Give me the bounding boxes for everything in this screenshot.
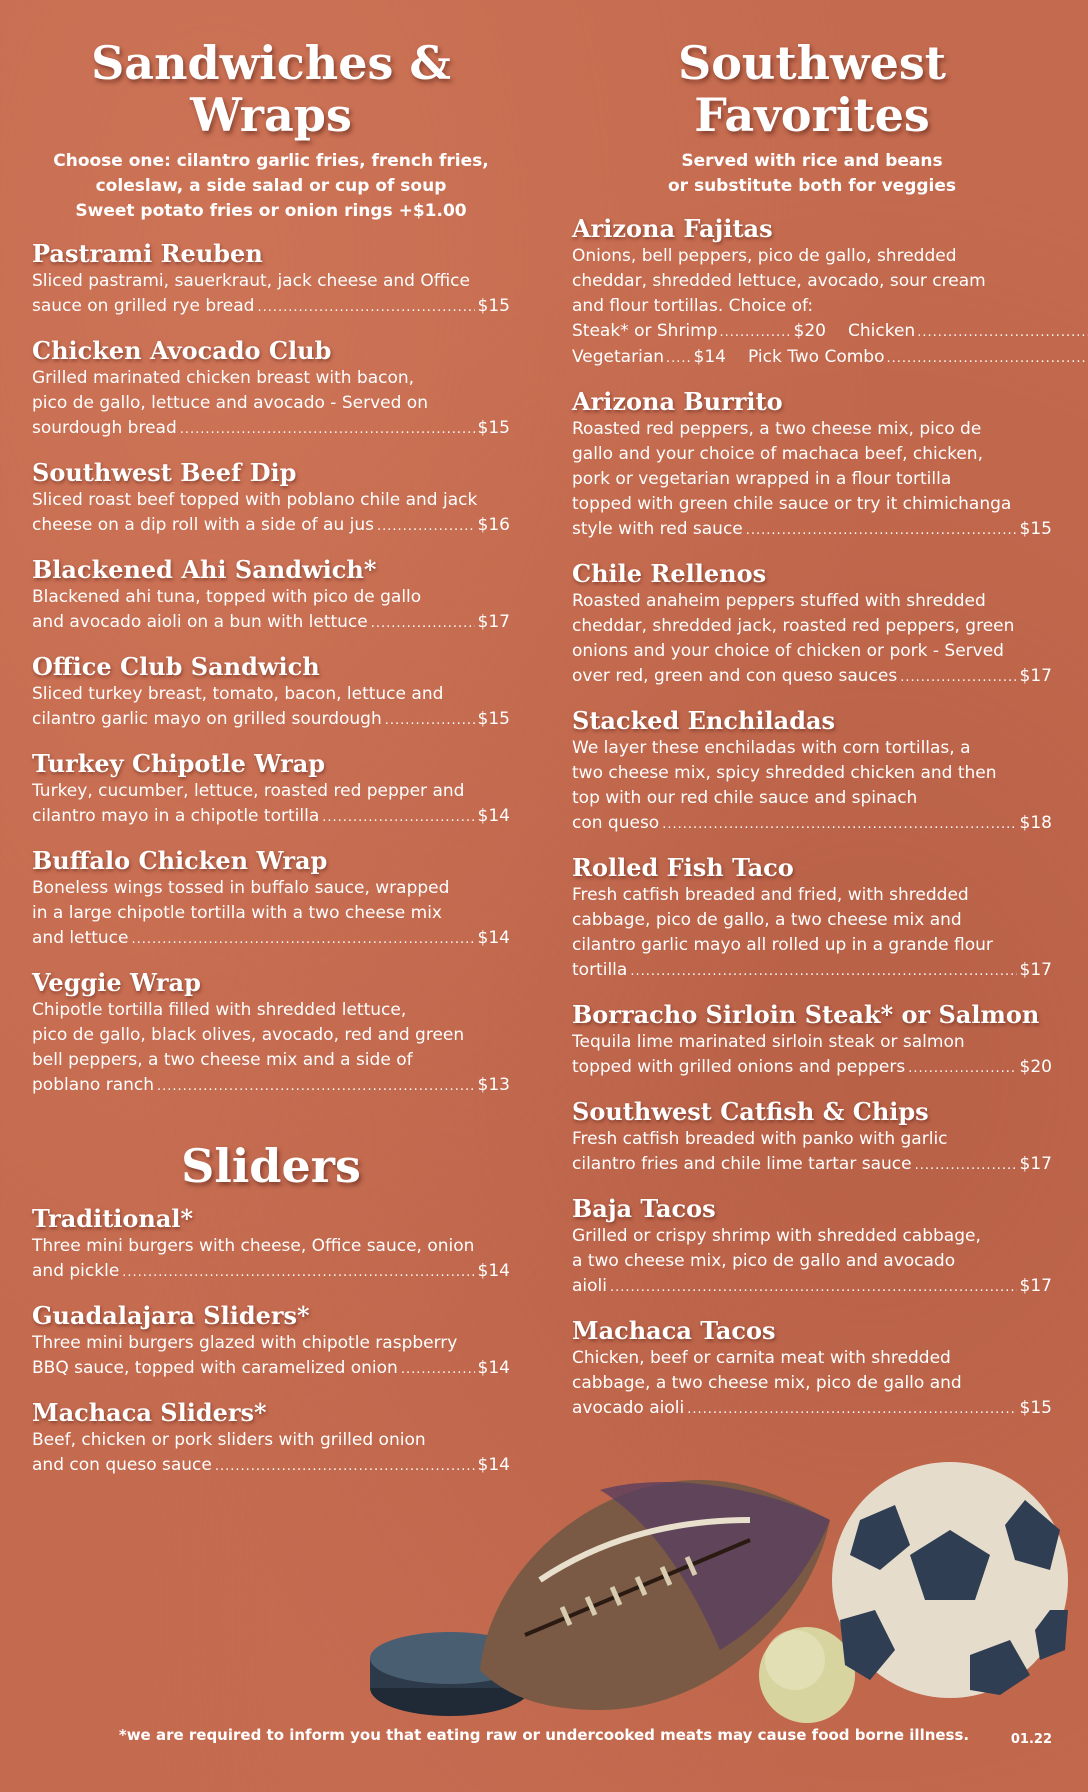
item-desc-line: Sliced roast beef topped with poblano chile and jack: [32, 490, 478, 511]
item-price: $14: [477, 1260, 510, 1281]
item-desc-line: pork or vegetarian wrapped in a flour tortilla: [572, 469, 952, 490]
item-price-line: [32, 1073, 510, 1099]
southwest-note: [572, 149, 1052, 199]
item-name: Chicken Avocado Club: [32, 336, 332, 366]
item-desc-line: Three mini burgers with cheese, Office sauce, onion: [32, 1235, 475, 1256]
item-desc-line: and avocado aioli on a bun with lettuce: [32, 612, 368, 633]
item-name: Guadalajara Sliders*: [32, 1300, 310, 1330]
item-price: $16: [477, 515, 510, 536]
menu-item-arizona-burrito: [572, 386, 1052, 543]
option-label: Vegetarian: [572, 347, 665, 368]
fajitas-option: [748, 345, 1088, 371]
item-name: Arizona Burrito: [572, 387, 783, 417]
item-desc-line: sourdough bread: [32, 418, 177, 439]
item-price-line: [32, 1259, 510, 1285]
item-desc-line: con queso: [572, 813, 660, 834]
item-price-line: [572, 1152, 1052, 1178]
item-price-line: [32, 610, 510, 636]
fajitas-price-row: [572, 345, 1052, 371]
item-name: Machaca Tacos: [572, 1316, 776, 1346]
item-price: $17: [1019, 960, 1052, 981]
menu-item-baja-tacos: [572, 1193, 1052, 1300]
menu-item-stacked-enchiladas: [572, 705, 1052, 837]
southwest-list: [572, 386, 1052, 1422]
item-desc-line: cheddar, shredded jack, roasted red peppers, green: [572, 616, 1015, 637]
soccer-ball-icon: [832, 1462, 1068, 1698]
sports-balls-illustration: [370, 1460, 1070, 1730]
item-desc-line: cilantro fries and chile lime tartar sauce: [572, 1154, 912, 1175]
item-desc-line: Onions, bell peppers, pico de gallo, shredded: [572, 246, 957, 267]
item-price: $15: [477, 296, 510, 317]
menu-item-rolled-fish-taco: [572, 852, 1052, 984]
item-desc-line: cabbage, a two cheese mix, pico de gallo and: [572, 1373, 962, 1394]
golf-ball-icon: [759, 1627, 855, 1723]
menu-item-chicken-avocado-club: [32, 335, 510, 442]
item-price: $17: [1019, 1154, 1052, 1175]
fajitas-option: [572, 319, 826, 345]
item-desc-line: and lettuce: [32, 928, 129, 949]
item-price-line: [32, 416, 510, 442]
item-price: $18: [1019, 813, 1052, 834]
item-price-line: [572, 1396, 1052, 1422]
item-desc-line: Roasted red peppers, a two cheese mix, pico de: [572, 419, 982, 440]
item-price: $17: [1019, 666, 1052, 687]
item-name: Southwest Catfish & Chips: [572, 1097, 929, 1127]
item-price-line: [32, 513, 510, 539]
menu-item-office-club-sandwich: [32, 651, 510, 733]
item-price: $14: [477, 1357, 510, 1378]
item-price: $20: [1019, 1057, 1052, 1078]
item-name: Machaca Sliders*: [32, 1397, 267, 1427]
item-desc-line: Fresh catfish breaded and fried, with shredded: [572, 885, 969, 906]
menu-item-chile-rellenos: [572, 558, 1052, 690]
item-desc-line: two cheese mix, spicy shredded chicken and then: [572, 763, 997, 784]
item-desc-line: and pickle: [32, 1260, 120, 1281]
item-desc-line: Blackened ahi tuna, topped with pico de gallo: [32, 587, 422, 608]
item-desc-line: Turkey, cucumber, lettuce, roasted red pepper and: [32, 781, 465, 802]
item-name: Arizona Fajitas: [572, 214, 773, 244]
item-name: Blackened Ahi Sandwich*: [32, 555, 377, 585]
item-price-line: [32, 926, 510, 952]
item-price: $15: [1019, 1398, 1052, 1419]
item-price: $15: [477, 418, 510, 439]
sandwiches-list: [32, 238, 510, 1099]
item-desc-line: cilantro mayo in a chipotle tortilla: [32, 806, 320, 827]
menu-item-arizona-fajitas: [572, 213, 1052, 371]
item-desc-line: sauce on grilled rye bread: [32, 296, 255, 317]
item-desc-line: pico de gallo, black olives, avocado, red and green: [32, 1025, 465, 1046]
item-desc-line: cilantro garlic mayo on grilled sourdough: [32, 709, 382, 730]
section-title-sandwiches: [32, 38, 510, 141]
item-price: $15: [477, 709, 510, 730]
item-desc-line: and flour tortillas. Choice of:: [572, 296, 814, 317]
item-name: Buffalo Chicken Wrap: [32, 846, 328, 876]
item-price: $14: [477, 1454, 510, 1475]
item-desc-line: cheese on a dip roll with a side of au jus: [32, 515, 375, 536]
item-desc-line: a two cheese mix, pico de gallo and avocado: [572, 1251, 956, 1272]
item-desc-line: cheddar, shredded lettuce, avocado, sour cream: [572, 271, 986, 292]
item-name: Borracho Sirloin Steak* or Salmon: [572, 1000, 1040, 1030]
item-desc-line: avocado aioli: [572, 1398, 685, 1419]
item-desc-line: top with our red chile sauce and spinach: [572, 788, 918, 809]
item-desc-line: Grilled or crispy shrimp with shredded cabbage,: [572, 1226, 981, 1247]
item-price: $17: [1019, 1276, 1052, 1297]
item-desc-line: style with red sauce: [572, 519, 743, 540]
item-desc-line: poblano ranch: [32, 1075, 155, 1096]
fajitas-option: [572, 345, 726, 371]
option-price: $14: [693, 347, 726, 368]
menu-item-buffalo-chicken-wrap: [32, 845, 510, 952]
item-desc-line: Tequila lime marinated sirloin steak or salmon: [572, 1032, 965, 1053]
menu-version-code: 01.22: [1010, 1732, 1052, 1747]
item-name: Rolled Fish Taco: [572, 853, 794, 883]
menu-item-machaca-tacos: [572, 1315, 1052, 1422]
menu-item-pastrami-reuben: [32, 238, 510, 320]
item-price-line: [572, 958, 1052, 984]
section-title-sliders: Sliders: [181, 1139, 361, 1194]
menu-item-southwest-beef-dip: [32, 457, 510, 539]
item-price: $14: [477, 928, 510, 949]
item-desc-line: bell peppers, a two cheese mix and a side of: [32, 1050, 413, 1071]
item-desc-line: cilantro garlic mayo all rolled up in a grande flour: [572, 935, 993, 956]
item-name: Pastrami Reuben: [32, 239, 263, 269]
item-price-line: [572, 811, 1052, 837]
item-desc-line: onions and your choice of chicken or pork - Served: [572, 641, 1004, 662]
item-desc-line: topped with grilled onions and peppers: [572, 1057, 906, 1078]
note-line: coleslaw, a side salad or cup of soup: [95, 176, 447, 197]
option-label: Steak* or Shrimp: [572, 321, 718, 342]
section-title-southwest: Southwest Favorites: [677, 36, 947, 142]
item-price-line: [572, 517, 1052, 543]
item-desc-line: We layer these enchiladas with corn tortillas, a: [572, 738, 971, 759]
item-name: Veggie Wrap: [32, 968, 201, 998]
item-price: $17: [477, 612, 510, 633]
item-desc-line: in a large chipotle tortilla with a two cheese mix: [32, 903, 442, 924]
sandwiches-note: [32, 149, 510, 224]
note-line: Choose one: cilantro garlic fries, french fries,: [53, 151, 489, 172]
item-desc-line: Sliced pastrami, sauerkraut, jack cheese and Office: [32, 271, 470, 292]
item-price-line: [32, 294, 510, 320]
item-desc-line: Three mini burgers glazed with chipotle raspberry: [32, 1332, 458, 1353]
item-desc-line: cabbage, pico de gallo, a two cheese mix and: [572, 910, 962, 931]
item-desc-line: Grilled marinated chicken breast with bacon,: [32, 368, 415, 389]
item-price-line: [572, 664, 1052, 690]
option-label: Chicken: [848, 321, 916, 342]
note-line: Sweet potato fries or onion rings +$1.00: [75, 201, 467, 222]
menu-item-borracho-sirloin-steak-or-salmon: [572, 999, 1052, 1081]
item-desc-line: Chipotle tortilla filled with shredded lettuce,: [32, 1000, 407, 1021]
item-desc-line: gallo and your choice of machaca beef, chicken,: [572, 444, 983, 465]
item-price-line: [32, 707, 510, 733]
item-price: $14: [477, 806, 510, 827]
item-name: Baja Tacos: [572, 1194, 716, 1224]
option-label: Pick Two Combo: [748, 347, 885, 368]
fajitas-price-row: [572, 319, 1052, 345]
item-desc-line: Sliced turkey breast, tomato, bacon, lettuce and: [32, 684, 444, 705]
menu-item-traditional: [32, 1203, 510, 1285]
menu-item-turkey-chipotle-wrap: [32, 748, 510, 830]
menu-item-southwest-catfish-chips: [572, 1096, 1052, 1178]
item-desc-line: over red, green and con queso sauces: [572, 666, 898, 687]
item-name: Traditional*: [32, 1203, 194, 1233]
item-price-line: [32, 1356, 510, 1382]
note-line: or substitute both for veggies: [667, 176, 957, 197]
item-name: Chile Rellenos: [572, 559, 767, 589]
item-desc-line: Boneless wings tossed in buffalo sauce, wrapped: [32, 878, 450, 899]
note-line: Served with rice and beans: [681, 151, 943, 172]
item-desc-line: BBQ sauce, topped with caramelized onion: [32, 1357, 398, 1378]
item-desc-line: and con queso sauce: [32, 1454, 212, 1475]
item-desc-line: aioli: [572, 1276, 607, 1297]
option-price: $20: [793, 321, 826, 342]
left-column: [32, 0, 510, 1494]
fajitas-option: [848, 319, 1088, 345]
item-price-line: [572, 1274, 1052, 1300]
menu-item-blackened-ahi-sandwich: [32, 554, 510, 636]
item-name: Stacked Enchiladas: [572, 706, 836, 736]
food-safety-disclaimer: *we are required to inform you that eating raw or undercooked meats may cause food borne illness.: [118, 1726, 970, 1744]
item-desc-line: Beef, chicken or pork sliders with grilled onion: [32, 1429, 426, 1450]
menu-item-veggie-wrap: [32, 967, 510, 1099]
section-title-text: Wraps: [190, 87, 352, 142]
item-desc-line: Fresh catfish breaded with panko with garlic: [572, 1129, 948, 1150]
item-name: Turkey Chipotle Wrap: [32, 749, 326, 779]
item-desc-line: Chicken, beef or carnita meat with shredded: [572, 1348, 951, 1369]
section-title-text: Sandwiches &: [91, 36, 451, 90]
item-price-line: [572, 1055, 1052, 1081]
item-price-line: [32, 804, 510, 830]
item-price: $15: [1019, 519, 1052, 540]
right-column: [572, 0, 1052, 1437]
item-desc-line: tortilla: [572, 960, 628, 981]
item-name: Southwest Beef Dip: [32, 458, 297, 488]
item-price: $13: [477, 1075, 510, 1096]
menu-item-guadalajara-sliders: [32, 1300, 510, 1382]
sliders-list: [32, 1203, 510, 1479]
item-desc-line: topped with green chile sauce or try it chimichanga: [572, 494, 1012, 515]
item-desc-line: Roasted anaheim peppers stuffed with shredded: [572, 591, 986, 612]
item-desc-line: pico de gallo, lettuce and avocado - Served on: [32, 393, 428, 414]
item-name: Office Club Sandwich: [32, 652, 320, 682]
